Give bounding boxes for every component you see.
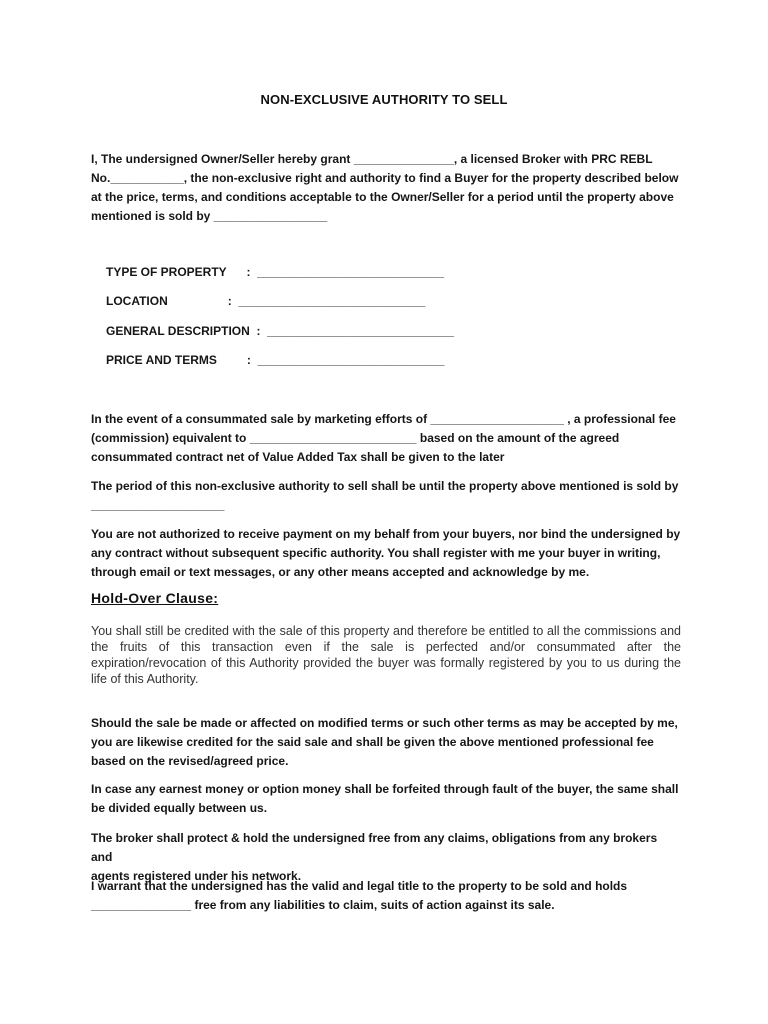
period-paragraph bbox=[91, 477, 681, 515]
field-price-and-terms: PRICE AND TERMS : ____________________________ bbox=[106, 353, 445, 367]
paragraph-line: ____________________ bbox=[91, 498, 225, 512]
intro-line: I, The undersigned Owner/Seller hereby grant _______________, a licensed Broker with PRC REBL bbox=[91, 152, 653, 166]
paragraph-line: _______________ free from any liabilities to claim, suits of action against its sale. bbox=[91, 898, 555, 912]
modified-terms-paragraph bbox=[91, 714, 681, 771]
paragraph-line: through email or text messages, or any other means accepted and acknowledge by me. bbox=[91, 565, 590, 579]
holdover-clause-text: You shall still be credited with the sale of this property and therefore be entitled to all the commissions and the fruits of this transaction even if the sale is perfected and/or consummated after the expiration/revocation of this Authority provided the buyer was formally registered by you to us during the life of this Authority. bbox=[91, 624, 681, 686]
document-title: NON-EXCLUSIVE AUTHORITY TO SELL bbox=[260, 92, 508, 107]
intro-paragraph bbox=[91, 150, 681, 226]
holdover-clause-heading: Hold-Over Clause: bbox=[91, 590, 219, 606]
paragraph-line: agents registered under his network. bbox=[91, 869, 302, 883]
paragraph-line: Should the sale be made or affected on modified terms or such other terms as may be accepted by me, bbox=[91, 716, 678, 730]
paragraph-line: you are likewise credited for the said sale and shall be given the above mentioned professional fee bbox=[91, 735, 654, 749]
field-type-of-property: TYPE OF PROPERTY : ____________________________ bbox=[106, 265, 445, 279]
paragraph-line: In the event of a consummated sale by marketing efforts of ____________________ , a professional fee bbox=[91, 412, 676, 426]
paragraph-line: I warrant that the undersigned has the valid and legal title to the property to be sold and holds bbox=[91, 879, 628, 893]
field-general-description: GENERAL DESCRIPTION : ____________________________ bbox=[106, 324, 454, 338]
intro-line: No.___________, the non-exclusive right and authority to find a Buyer for the property described below bbox=[91, 171, 679, 185]
intro-line: at the price, terms, and conditions acceptable to the Owner/Seller for a period until the property above bbox=[91, 190, 674, 204]
paragraph-line: In case any earnest money or option money shall be forfeited through fault of the buyer, the same shall bbox=[91, 782, 679, 796]
paragraph-line: The period of this non-exclusive authority to sell shall be until the property above mentioned is sold by bbox=[91, 479, 679, 493]
paragraph-line: The broker shall protect & hold the undersigned free from any claims, obligations from any brokers and bbox=[91, 831, 658, 864]
paragraph-line: consummated contract net of Value Added Tax shall be given to the later bbox=[91, 450, 505, 464]
authorization-paragraph bbox=[91, 525, 681, 582]
paragraph-line: any contract without subsequent specific authority. You shall register with me your buyer in writing, bbox=[91, 546, 661, 560]
intro-line: mentioned is sold by _________________ bbox=[91, 209, 328, 223]
paragraph-line: (commission) equivalent to _________________________ based on the amount of the agreed bbox=[91, 431, 620, 445]
paragraph-line: based on the revised/agreed price. bbox=[91, 754, 289, 768]
earnest-money-paragraph bbox=[91, 780, 681, 818]
paragraph-line: You are not authorized to receive payment on my behalf from your buyers, nor bind the undersigned by bbox=[91, 527, 681, 541]
warranty-paragraph bbox=[91, 877, 681, 915]
paragraph-line: be divided equally between us. bbox=[91, 801, 268, 815]
field-location: LOCATION : ____________________________ bbox=[106, 294, 426, 308]
consummated-sale-paragraph bbox=[91, 410, 681, 467]
